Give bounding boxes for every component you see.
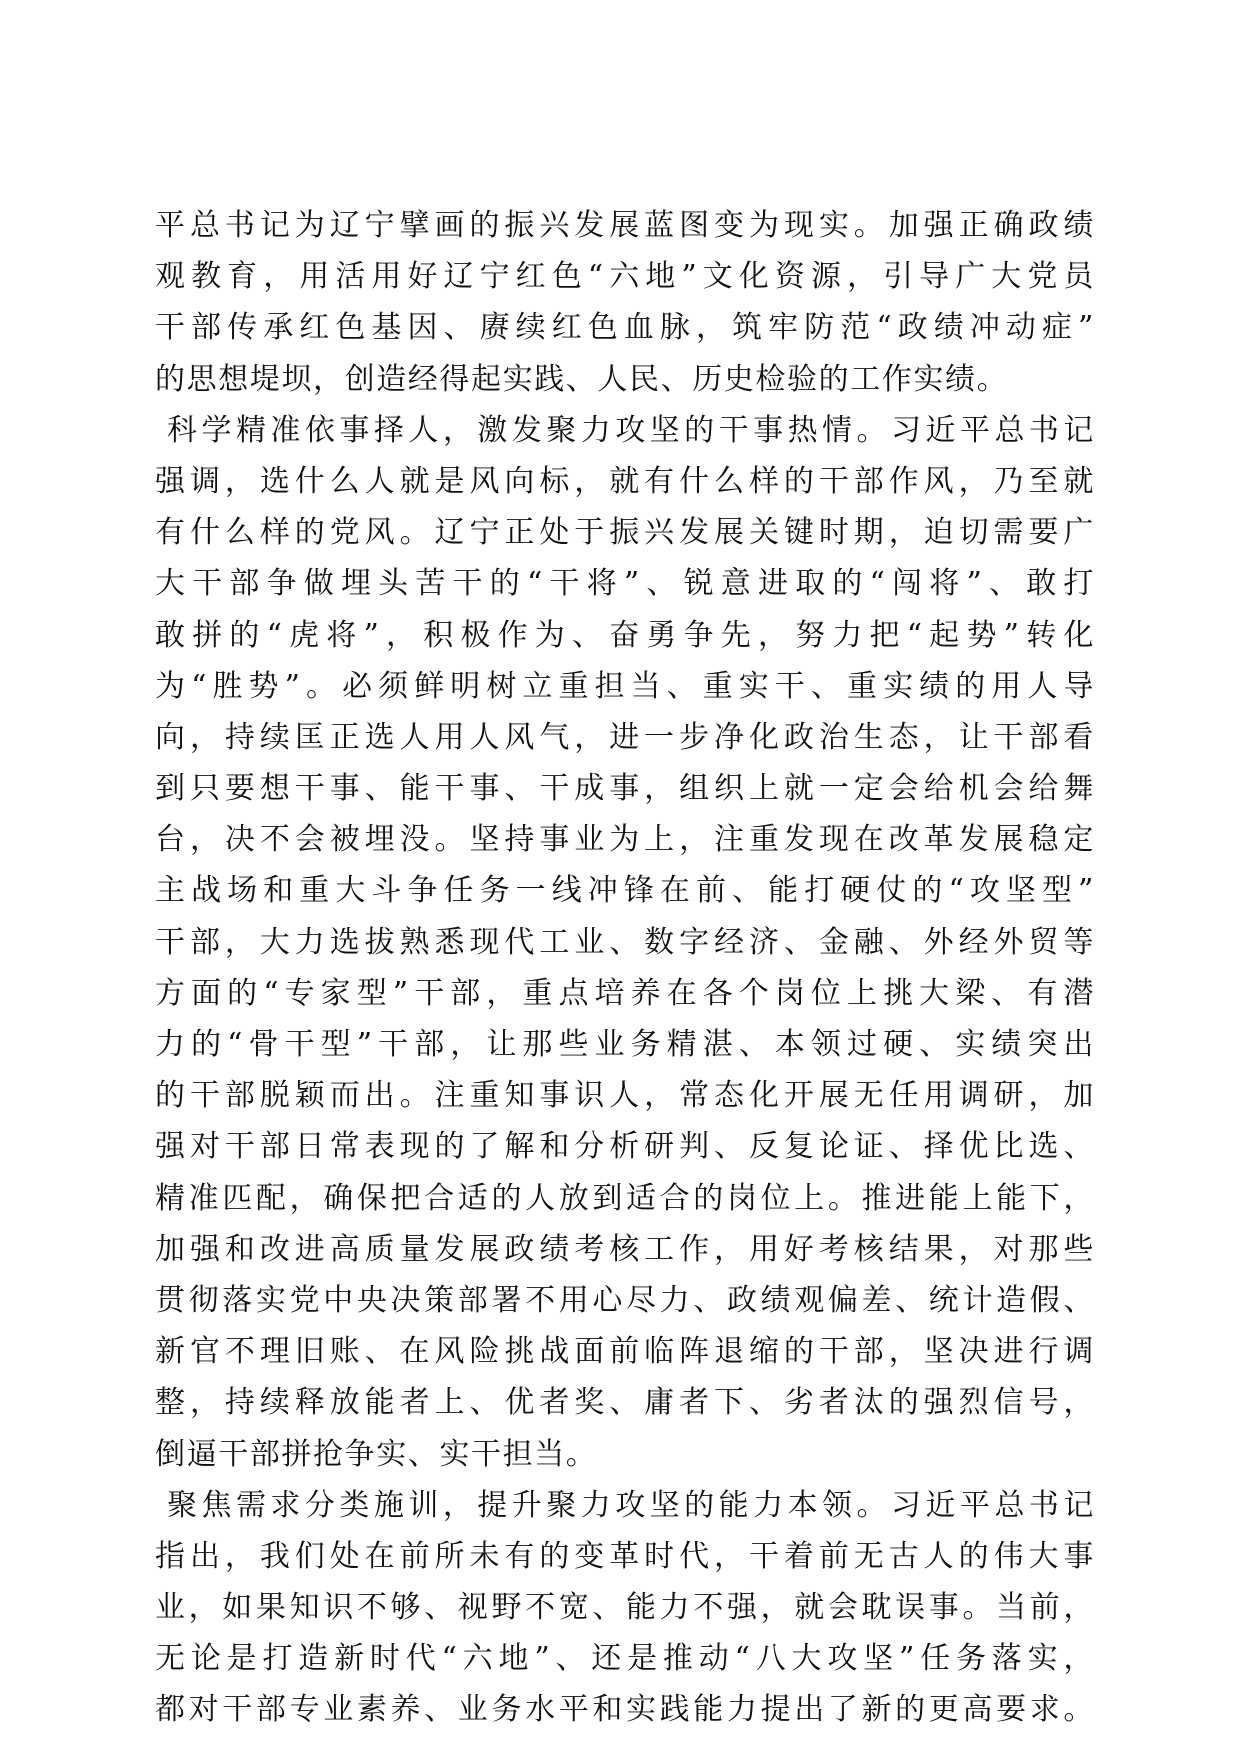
- paragraph-lead-line: 科学精准依事择人，激发聚力攻坚的干事热情。习近平总书记: [167, 412, 1095, 448]
- text-line: 有什么样的党风。辽宁正处于振兴发展关键时期，迫切需要广: [155, 515, 1095, 551]
- body-text: [155, 200, 1095, 1736]
- paragraph-lead-line: 聚焦需求分类施训，提升聚力攻坚的能力本领。习近平总书记: [167, 1487, 1095, 1523]
- text-line: 加强和改进高质量发展政绩考核工作，用好考核结果，对那些: [155, 1231, 1095, 1267]
- text-line: 为“胜势”。必须鲜明树立重担当、重实干、重实绩的用人导: [155, 668, 1095, 704]
- text-line: 平总书记为辽宁擘画的振兴发展蓝图变为现实。加强正确政绩: [155, 208, 1095, 243]
- text-line: 整，持续释放能者上、优者奖、庸者下、劣者汰的强烈信号，: [155, 1385, 1095, 1421]
- text-line: 倒逼干部拼抢争实、实干担当。: [155, 1436, 598, 1472]
- text-line: 大干部争做埋头苦干的“干将”、锐意进取的“闯将”、敢打: [155, 566, 1095, 602]
- text-line: 强对干部日常表现的了解和分析研判、反复论证、择优比选、: [155, 1129, 1095, 1165]
- text-line: 方面的“专家型”干部，重点培养在各个岗位上挑大梁、有潜: [155, 975, 1095, 1011]
- text-line: 精准匹配，确保把合适的人放到适合的岗位上。推进能上能下，: [155, 1180, 1095, 1216]
- text-line: 敢拼的“虎将”，积极作为、奋勇争先，努力把“起势”转化: [155, 617, 1095, 653]
- text-line: 力的“骨干型”干部，让那些业务精湛、本领过硬、实绩突出: [155, 1027, 1095, 1062]
- text-line: 无论是打造新时代“六地”、还是推动“八大攻坚”任务落实，: [155, 1641, 1095, 1677]
- text-line: 指出，我们处在前所未有的变革时代，干着前无古人的伟大事: [155, 1538, 1095, 1574]
- text-line: 台，决不会被埋没。坚持事业为上，注重发现在改革发展稳定: [155, 822, 1095, 858]
- text-line: 向，持续匡正选人用人风气，进一步净化政治生态，让干部看: [155, 719, 1095, 755]
- text-line: 的思想堤坝，创造经得起实践、人民、历史检验的工作实绩。: [155, 361, 1009, 397]
- text-line: 都对干部专业素养、业务水平和实践能力提出了新的更高要求。: [155, 1692, 1095, 1728]
- text-line: 业，如果知识不够、视野不宽、能力不强，就会耽误事。当前，: [155, 1590, 1095, 1626]
- text-line: 强调，选什么人就是风向标，就有什么样的干部作风，乃至就: [155, 463, 1095, 499]
- text-line: 主战场和重大斗争任务一线冲锋在前、能打硬仗的“攻坚型”: [155, 873, 1095, 909]
- text-line: 干部，大力选拔熟悉现代工业、数字经济、金融、外经外贸等: [155, 924, 1095, 960]
- text-line: 贯彻落实党中央决策部署不用心尽力、政绩观偏差、统计造假、: [155, 1282, 1095, 1318]
- text-line: 干部传承红色基因、赓续红色血脉，筑牢防范“政绩冲动症”: [155, 310, 1095, 346]
- text-line: 新官不理旧账、在风险挑战面前临阵退缩的干部，坚决进行调: [155, 1334, 1095, 1370]
- text-line: 观教育，用活用好辽宁红色“六地”文化资源，引导广大党员: [155, 259, 1095, 295]
- text-line: 的干部脱颖而出。注重知事识人，常态化开展无任用调研，加: [155, 1078, 1095, 1114]
- text-line: 到只要想干事、能干事、干成事，组织上就一定会给机会给舞: [155, 771, 1095, 807]
